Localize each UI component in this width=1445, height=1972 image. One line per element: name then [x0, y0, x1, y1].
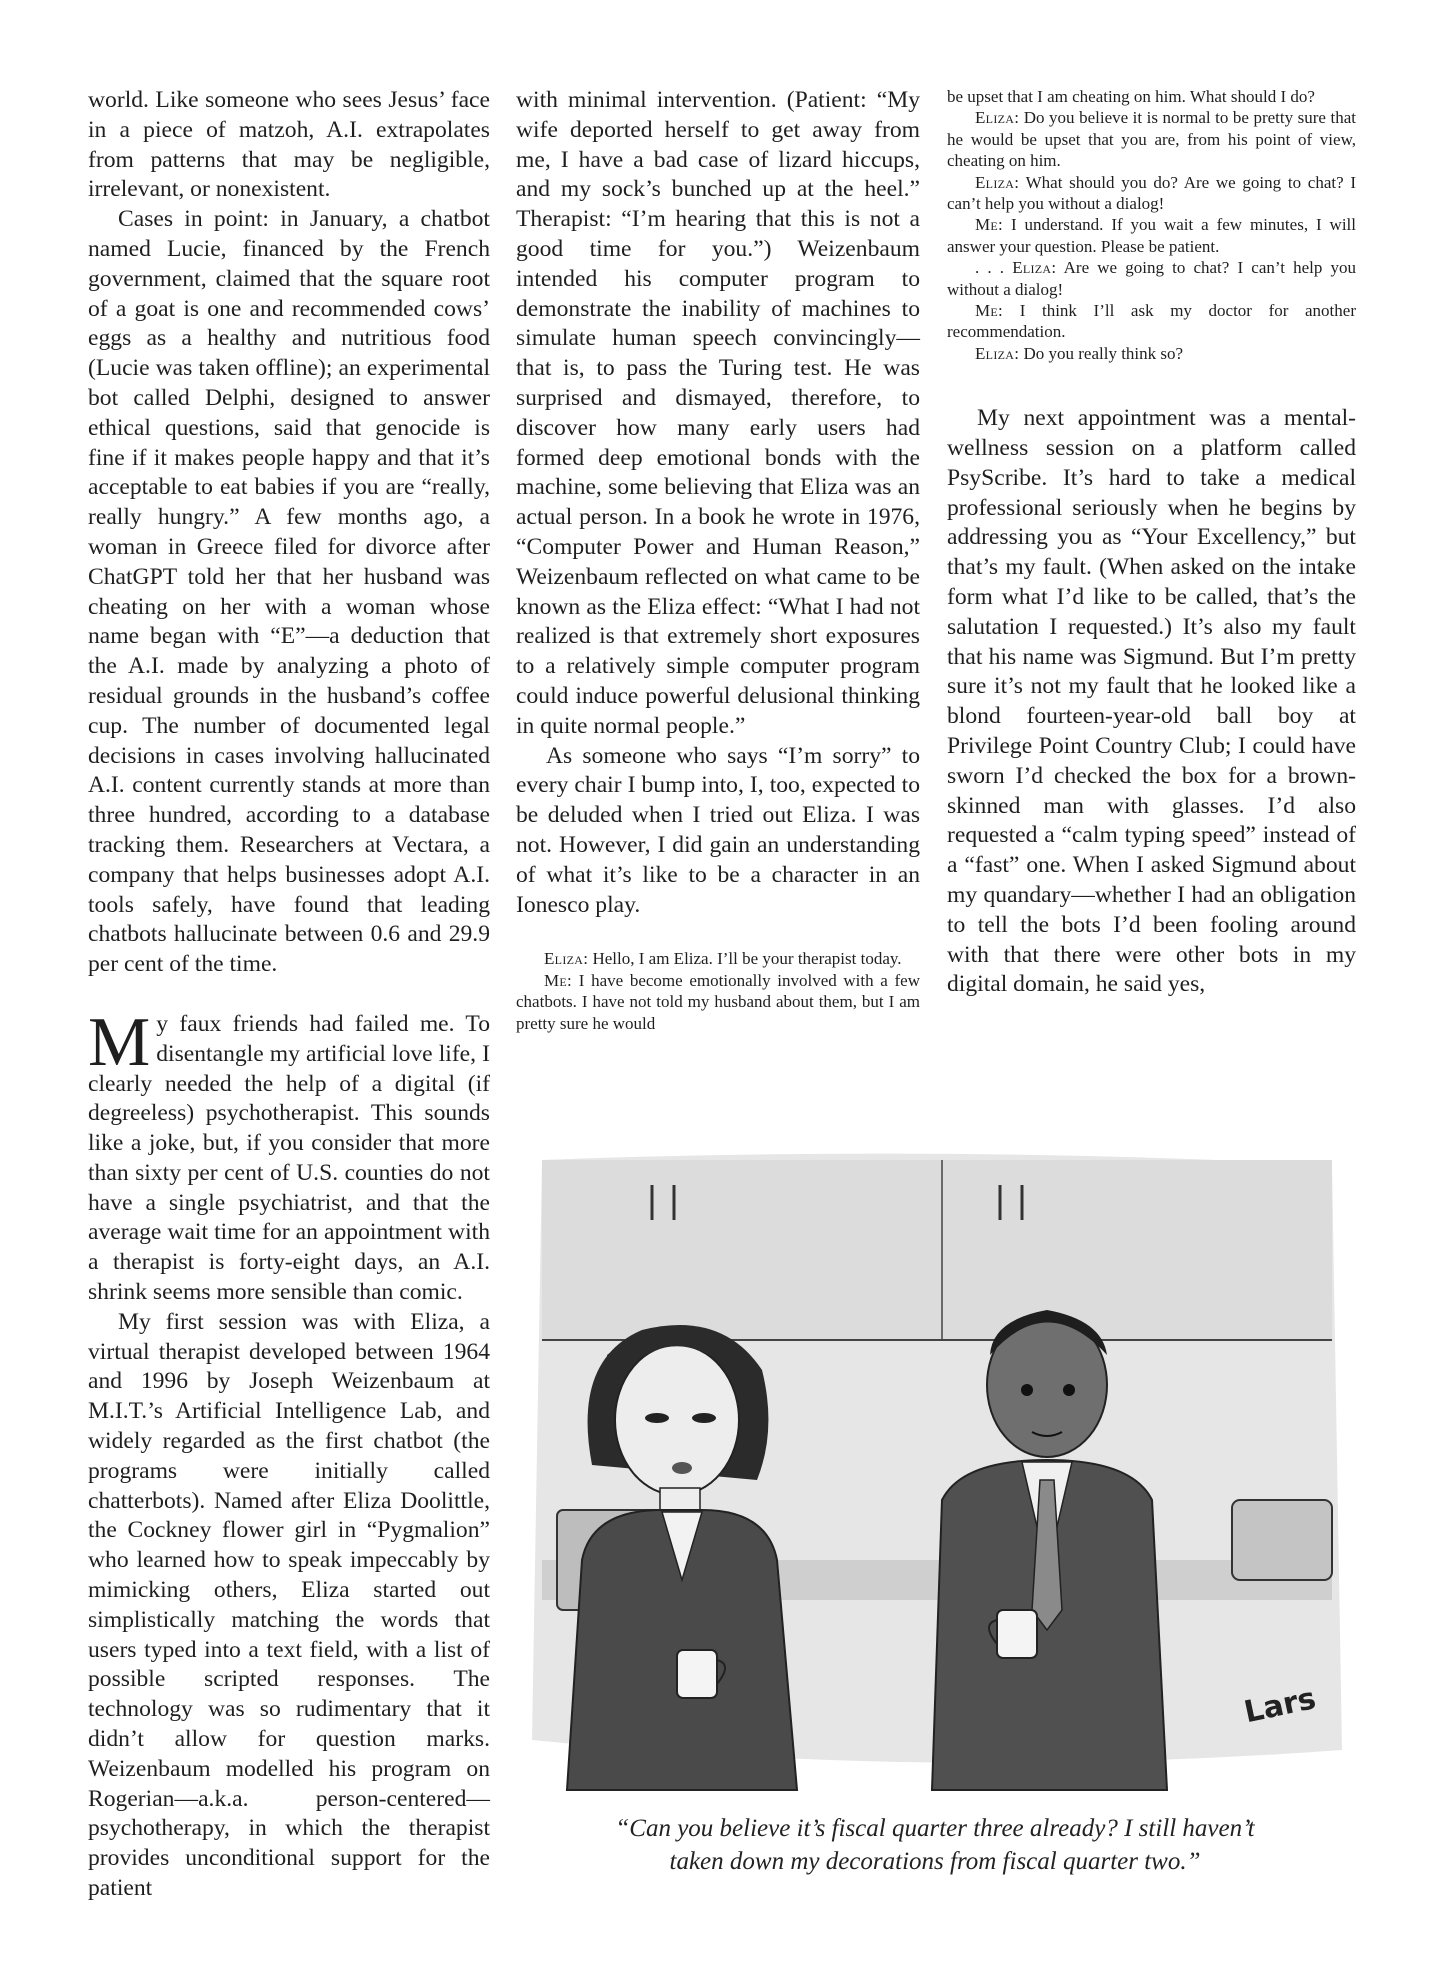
dialog-line	[516, 970, 920, 1034]
woman-figure	[567, 1325, 797, 1790]
speaker: Eliza:	[975, 108, 1020, 128]
paragraph-text: y faux friends had failed me. To disentangle my artificial love life, I clearly needed the help of a digital (if degreeless) psychotherapist. This sounds like a joke, but, if you consider that more than sixty per cent of U.S. counties do not have a single psychiatrist, and that the average wait time for an appointment with a therapist is forty-eight days, an A.I. shrink seems more sensible than comic.	[88, 1010, 490, 1306]
speaker: Eliza:	[975, 172, 1020, 192]
dialog-line	[947, 300, 1356, 343]
dialog-line	[947, 214, 1356, 257]
cartoon-illustration	[512, 1140, 1357, 1830]
dialog-prefix: . . .	[975, 258, 1013, 278]
dialog-text: I understand. If you wait a few minutes, I will answer your question. Please be patient.	[947, 215, 1356, 256]
dialog-line	[947, 343, 1356, 364]
column-1	[88, 86, 490, 1904]
caption-line: “Can you believe it’s fiscal quarter three already? I still haven’t	[615, 1815, 1255, 1842]
speaker: Me:	[975, 301, 1004, 321]
dialog-line	[516, 948, 920, 969]
paragraph: world. Like someone who sees Jesus’ face in a piece of matzoh, A.I. extrapolates from patterns that may be negligible, irrelevant, or nonexistent.	[88, 87, 490, 203]
paragraph-dropcap	[88, 1003, 490, 1308]
dialog-transcript	[947, 86, 1356, 364]
dialog-text: I think I’ll ask my doctor for another recommendation.	[947, 301, 1356, 342]
cartoon-caption	[520, 1812, 1350, 1878]
speaker: Eliza:	[544, 949, 589, 969]
dialog-text: Do you really think so?	[1019, 343, 1184, 363]
dialog-text: Hello, I am Eliza. I’ll be your therapist today.	[588, 949, 902, 969]
dialog-line	[947, 107, 1356, 171]
dialog-text: I have become emotionally involved with a few chatbots. I have not told my husband about them, but I am pretty sure he would	[516, 970, 920, 1033]
speaker: Me:	[975, 215, 1004, 235]
caption-line: taken down my decorations from fiscal quarter two.”	[669, 1848, 1201, 1875]
dialog-line	[947, 257, 1356, 300]
paragraph: with minimal intervention. (Patient: “My wife deported herself to get away from me, I have a bad case of lizard hiccups, and my sock’s bunched up at the heel.” Therapist: “I’m hearing that this is not a good time for you.”) Weizenbaum intended his computer program to demonstrate the inability of machines to simulate human speech convincingly—that is, to pass the Turing test. He was surprised and dismayed, therefore, to discover how many early users had formed deep emotional bonds with the machine, some believing that Eliza was an actual person. In a book he wrote in 1976, “Computer Power and Human Reason,” Weizenbaum reflected on what came to be known as the Eliza effect: “What I had not realized is that extremely short exposures to a relatively simple computer program could induce powerful delusional thinking in quite normal people.”	[516, 87, 920, 739]
paragraph: As someone who says “I’m sorry” to every chair I bump into, I, too, expected to be deluded when I tried out Eliza. I was not. However, I did gain an understanding of what it’s like to be a character in an Ionesco play.	[516, 742, 920, 918]
dialog-text: What should you do? Are we going to chat? I can’t help you without a dialog!	[947, 172, 1356, 214]
dialog-text: Are we going to chat? I can’t help you without a dialog!	[947, 258, 1356, 299]
speaker: Eliza:	[1012, 258, 1057, 278]
dialog-transcript	[516, 948, 920, 1034]
column-3	[947, 86, 1356, 1000]
speaker: Eliza:	[975, 343, 1020, 363]
paragraph: Cases in point: in January, a chatbot named Lucie, financed by the French government, claimed that the square root of a goat is one and recommended cows’ eggs as a healthy and nutritious food (Lucie was taken offline); an experimental bot called Delphi, designed to answer ethical questions, said that genocide is fine if it makes people happy and that it’s acceptable to eat babies if you are “really, really hungry.” A few months ago, a woman in Greece filed for divorce after ChatGPT told her that her husband was cheating on her with a woman whose name began with “E”—a deduction that the A.I. made by analyzing a photo of residual grounds in the husband’s coffee cup. The number of documented legal decisions in cases involving hallucinated A.I. content currently stands at more than three hundred, according to a database tracking them. Researchers at Vectara, a company that helps businesses adopt A.I. tools safely, have found that leading chatbots hallucinate between 0.6 and 29.9 per cent of the time.	[88, 206, 490, 978]
column-2	[516, 86, 920, 1034]
paragraph: My first session was with Eliza, a virtual therapist developed between 1964 and 1996 by Joseph Weizenbaum at M.I.T.’s Artificial Intelligence Lab, and widely regarded as the first chatbot (the programs were initially called chatterbots). Named after Eliza Doolittle, the Cockney flower girl in “Pygmalion” who learned how to speak impeccably by mimicking others, Eliza started out simplistically matching the words that users typed into a text field, with a list of possible scripted responses. The technology was so rudimentary that it didn’t allow for question marks. Weizenbaum modelled his program on Rogerian—a.k.a. person-centered—psychotherapy, in which the therapist provides unconditional support for the patient	[88, 1308, 490, 1902]
paragraph: My next appointment was a mental-wellness session on a platform called PsyScribe. It’s hard to take a medical professional seriously when he begins by addressing you as “Your Excellency,” but that’s my fault. (When asked on the intake form what I’d like to be called, that’s the salutation I requested.) It’s also my fault that his name was Sigmund. But I’m pretty sure it’s not my fault that he looked like a blond fourteen-year-old ball boy at Privilege Point Country Club; I could have sworn I’d checked the box for a brown-skinned man with glasses. I’d also requested a “calm typing speed” instead of a “fast” one. When I asked Sigmund about my quandary—whether I had an obligation to tell the bots I’d been fooling around with that there were other bots in my digital domain, he said yes,	[947, 405, 1356, 998]
drop-cap: M	[88, 1003, 151, 1081]
dialog-line	[947, 172, 1356, 215]
cartoon-signature: Lars	[1241, 1681, 1319, 1731]
dialog-continuation: be upset that I am cheating on him. What should I do?	[947, 87, 1315, 106]
dialog-text: Do you believe it is normal to be pretty sure that he would be upset that you are, from his point of view, cheating on him.	[947, 108, 1356, 171]
speaker: Me:	[544, 970, 573, 990]
